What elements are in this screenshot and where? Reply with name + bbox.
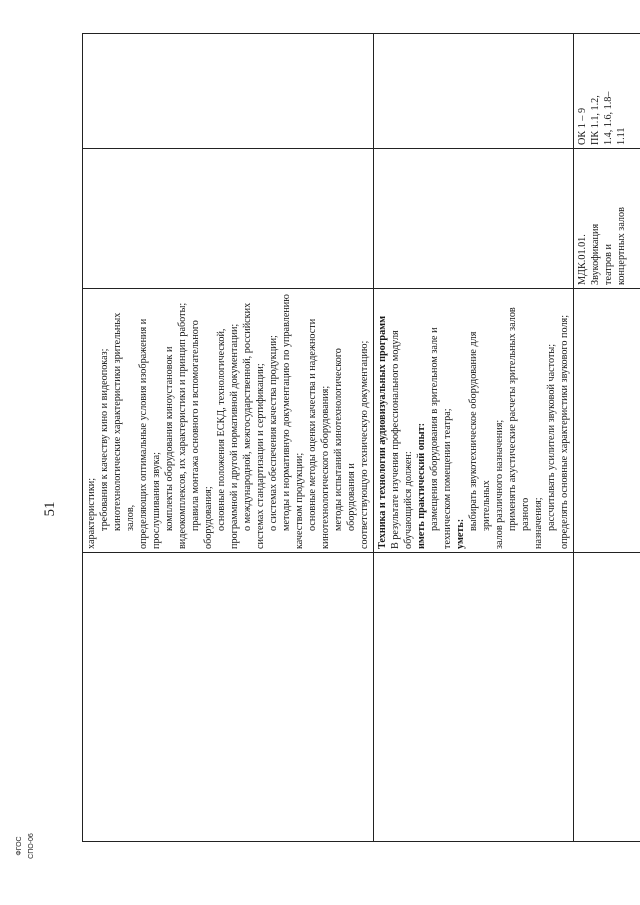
requirement-line: кинотехнологические характеристики зрительных залов, xyxy=(112,312,136,531)
requirement-line: основные методы оценки качества и надежности xyxy=(307,318,318,531)
requirement-line: иметь практический опыт: xyxy=(416,422,427,549)
requirement-line: качеством продукции; xyxy=(294,452,305,549)
table-row xyxy=(374,34,574,842)
requirement-line: уметь: xyxy=(455,518,466,549)
competency-table xyxy=(82,33,640,842)
requirement-line: требования к качеству кино и видеопоказ; xyxy=(99,348,110,531)
requirement-line: методы испытаний кинотехнологического оборудования и xyxy=(333,348,357,531)
competency-cell xyxy=(83,34,374,149)
requirement-line: видеокомплексов, их характеристики и принцип работы; xyxy=(177,302,188,549)
course-cell: МДК.01.01. Звукофикация театров и концертных залов xyxy=(574,149,640,289)
rotated-table-wrapper xyxy=(82,34,627,842)
requirement-line: техническом помещении театра; xyxy=(442,408,453,549)
requirement-line: характеристики; xyxy=(86,477,97,549)
requirements-cell xyxy=(83,289,374,553)
course-cell xyxy=(374,149,574,289)
requirement-line: определяющих оптимальные условия изображения и xyxy=(138,318,149,549)
requirement-line: основные положения ЕСКД, технологической, xyxy=(216,328,227,531)
requirement-line: оборудования; xyxy=(203,486,214,549)
requirement-line: правила монтажа основного и вспомогательного xyxy=(190,320,201,531)
requirement-line: залов различного назначения; xyxy=(494,419,505,549)
requirements-cell xyxy=(374,289,574,553)
requirement-line: соответствующую техническую документацию; xyxy=(359,340,370,549)
requirement-line: о международной, межгосударственной, российских xyxy=(242,302,253,531)
requirement-line: кинотехнологического оборудования; xyxy=(320,385,331,549)
table-row xyxy=(574,34,640,842)
requirement-line: В результате изучения профессионального модуля xyxy=(390,330,401,549)
requirement-line: системах стандартизации и сертификации; xyxy=(255,363,266,549)
table-row xyxy=(83,34,374,842)
requirement-line: применять акустические расчеты зрительных залов разного xyxy=(507,307,531,531)
requirement-line: Техника и технологии аудиовизуальных программ xyxy=(377,315,388,549)
requirement-line: назначения; xyxy=(533,497,544,549)
requirement-line: программной и другой нормативной документации; xyxy=(229,323,240,549)
section-cell xyxy=(83,553,374,842)
requirement-line: обучающийся должен: xyxy=(403,451,414,549)
requirement-line: размещения оборудования в зрительном зале и xyxy=(429,327,440,531)
requirements-cell xyxy=(574,289,640,553)
footer-code: ФГОС СПО-06 xyxy=(16,833,35,859)
competency-cell: ОК 1 – 9 ПК 1.1, 1.2, 1.4, 1.6, 1.8– 1.11 xyxy=(574,34,640,149)
section-cell xyxy=(574,553,640,842)
requirement-line: выбирать звукотехническое оборудование для зрительных xyxy=(468,331,492,531)
requirement-line: методы и нормативную документацию по управлению xyxy=(281,294,292,531)
requirement-line: определять основные характеристики звукового поля; xyxy=(559,314,570,549)
page-number: 51 xyxy=(42,501,58,517)
section-cell xyxy=(374,553,574,842)
requirement-line: прослушивания звука; xyxy=(151,452,162,549)
requirement-line: о системах обеспечения качества продукции; xyxy=(268,335,279,531)
competency-cell xyxy=(374,34,574,149)
requirement-line: рассчитывать усилители звуковой частоты; xyxy=(546,343,557,531)
course-cell xyxy=(83,149,374,289)
requirement-line: комплекты оборудования киноустановок и xyxy=(164,346,175,531)
